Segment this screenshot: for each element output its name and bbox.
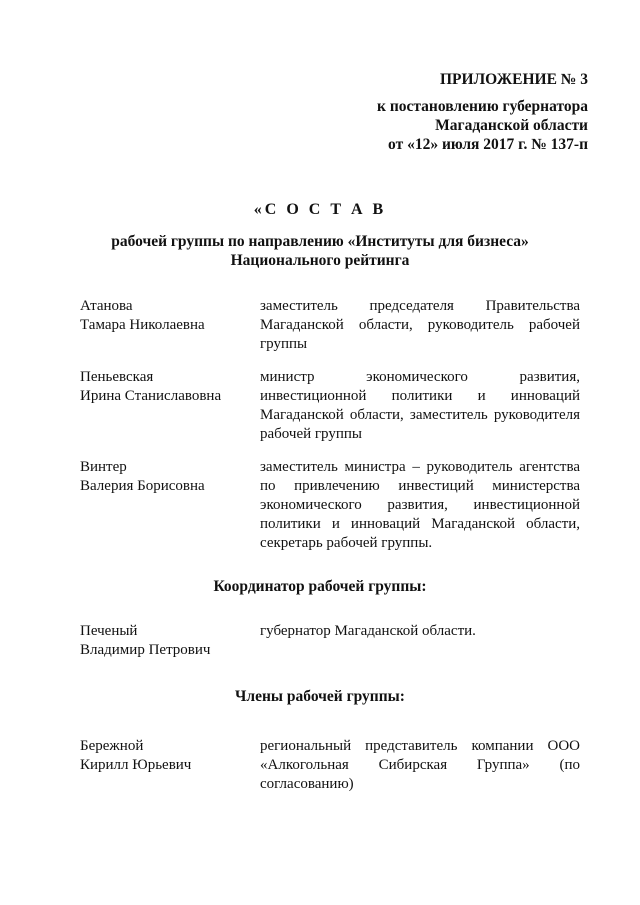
member-role: министр экономического развития, инвестиционной политики и инноваций Магаданской области, заместитель руководителя рабочей группы	[260, 369, 580, 442]
appendix-line-2: Магаданской области	[435, 117, 588, 134]
member-given-names: Тамара Николаевна	[80, 317, 205, 333]
member-surname: Пеньевская	[80, 369, 154, 385]
member-name	[80, 458, 250, 496]
member-name	[80, 297, 250, 335]
member-role: заместитель министра – руководитель агентства по привлечению инвестиций министерства экономического развития, инвестиционной политики и инноваций Магаданской области, секретарь рабочей группы.	[260, 459, 580, 551]
member-name	[80, 622, 250, 660]
member-given-names: Владимир Петрович	[80, 642, 211, 658]
member-surname: Винтер	[80, 459, 127, 475]
member-given-names: Валерия Борисовна	[80, 478, 205, 494]
member-surname: Печеный	[80, 623, 138, 639]
member-given-names: Кирилл Юрьевич	[80, 757, 192, 773]
member-given-names: Ирина Станиславовна	[80, 388, 222, 404]
subtitle-line-2: Национального рейтинга	[230, 252, 410, 269]
member-role: заместитель председателя Правительства Магаданской области, руководитель рабочей группы	[260, 298, 580, 352]
coordinator-heading: Координатор рабочей группы:	[213, 578, 427, 595]
appendix-line-3: от «12» июля 2017 г. № 137-п	[388, 136, 588, 153]
appendix-line-1: к постановлению губернатора	[377, 98, 588, 115]
document-title: «С О С Т А В	[253, 201, 387, 218]
member-role: губернатор Магаданской области.	[260, 623, 476, 639]
subtitle-line-1: рабочей группы по направлению «Институты для бизнеса»	[111, 233, 529, 250]
member-name	[80, 368, 250, 406]
appendix-title: ПРИЛОЖЕНИЕ № 3	[440, 71, 588, 88]
members-heading: Члены рабочей группы:	[235, 688, 405, 705]
document-subtitle	[0, 232, 640, 270]
member-surname: Атанова	[80, 298, 133, 314]
member-surname: Бережной	[80, 738, 144, 754]
appendix-block	[377, 70, 588, 154]
member-name	[80, 737, 250, 775]
member-role: региональный представитель компании ООО «Алкогольная Сибирская Группа» (по согласованию)	[260, 738, 580, 792]
